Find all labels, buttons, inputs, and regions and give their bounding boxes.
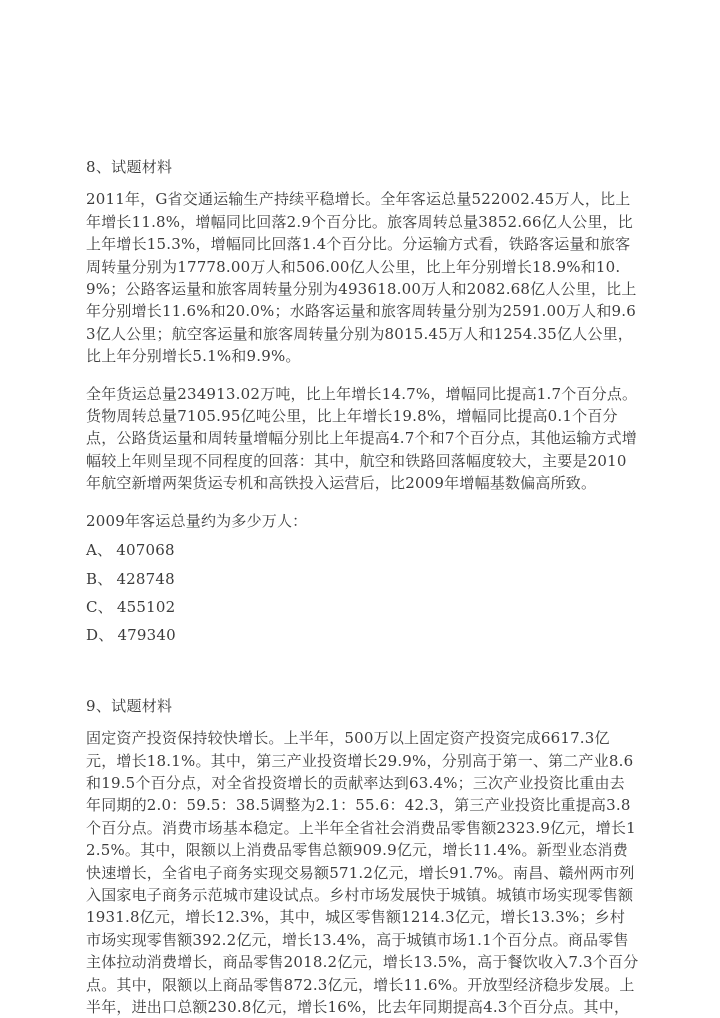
- option-b: [86, 568, 639, 590]
- option-b-label: B、: [86, 569, 113, 588]
- question-8-text: 2009年客运总量约为多少万人：: [86, 511, 308, 530]
- option-a-value: 407068: [116, 541, 175, 560]
- option-a: [86, 539, 639, 561]
- question-8-section: [86, 156, 639, 647]
- section-9-paragraph-1: 固定资产投资保持较快增长。上半年，500万以上固定资产投资完成6617.3亿元，增长18.1%。其中，第三产业投资增长29.9%，分别高于第一、第二产业8.6和19.5个百分点，对全省投资增长的贡献率达到63.4%；三次产业投资比重由去年同期的2.0：59.5：38.5调整为2.1：55.6：42.3，第三产业投资比重提高3.8个百分点。消费市场基本稳定。上半年全省社会消费品零售额2323.9亿元，增长12.5%。其中，限额以上消费品零售总额909.9亿元，增长11.4%。新型业态消费快速增长，全省电子商务实现交易额571.2亿元，增长91.7%。南昌、赣州两市列入国家电子商务示范城市建设试点。乡村市场发展快于城镇。城镇市场实现零售额1931.8亿元，增长12.3%，其中，城区零售额1214.3亿元，增长13.3%；乡村市场实现零售额392.2亿元，增长13.4%，高于城镇市场1.1个百分点。商品零售主体拉动消费增长，商品零售2018.2亿元，增长13.5%，高于餐饮收入7.3个百分点。其中，限额以上商品零售872.3亿元，增长11.6%。开放型经济稳步发展。上半年，进出口总额230.8亿元，增长16%，比去年同期提高4.3个百分点。其中，: [86, 729, 639, 1016]
- text-column: [86, 156, 639, 1018]
- option-c: [86, 596, 639, 618]
- option-d: [86, 624, 639, 646]
- option-d-value: 479340: [117, 626, 176, 645]
- question-9-section: [86, 695, 639, 1018]
- option-b-value: 428748: [116, 569, 175, 588]
- section-8-heading: 8、试题材料: [86, 158, 173, 176]
- section-8-paragraph-2: 全年货运总量234913.02万吨，比上年增长14.7%，增幅同比提高1.7个百分点。货物周转总量7105.95亿吨公里，比上年增长19.8%，增幅同比提高0.1个百分点，公路货运量和周转量增幅分别比上年提高4.7个和7个百分点，其他运输方式增幅较上年则呈现不同程度的回落：其中，航空和铁路回落幅度较大，主要是2010年航空新增两架货运专机和高铁投入运营后，比2009年增幅基数偏高所致。: [86, 384, 638, 493]
- option-c-value: 455102: [116, 597, 176, 616]
- option-c-label: C、: [86, 597, 113, 616]
- section-8-paragraph-1: 2011年，G省交通运输生产持续平稳增长。全年客运总量522002.45万人，比上年增长11.8%，增幅同比回落2.9个百分比。旅客周转总量3852.66亿人公里，比上年增长15.3%，增幅同比回落1.4个百分比。分运输方式看，铁路客运量和旅客周转量分别为17778.00万人和506.00亿人公里，比上年分别增长18.9%和10.9%；公路客运量和旅客周转量分别为493618.00万人和2082.68亿人公里，比上年分别增长11.6%和20.0%；水路客运量和旅客周转量分别为2591.00万人和9.63亿人公里；航空客运量和旅客周转量分别为8015.45万人和1254.35亿人公里，比上年分别增长5.1%和9.9%。: [86, 190, 637, 366]
- option-d-label: D、: [86, 626, 114, 645]
- option-a-label: A、: [86, 541, 113, 560]
- section-9-heading: 9、试题材料: [86, 696, 173, 715]
